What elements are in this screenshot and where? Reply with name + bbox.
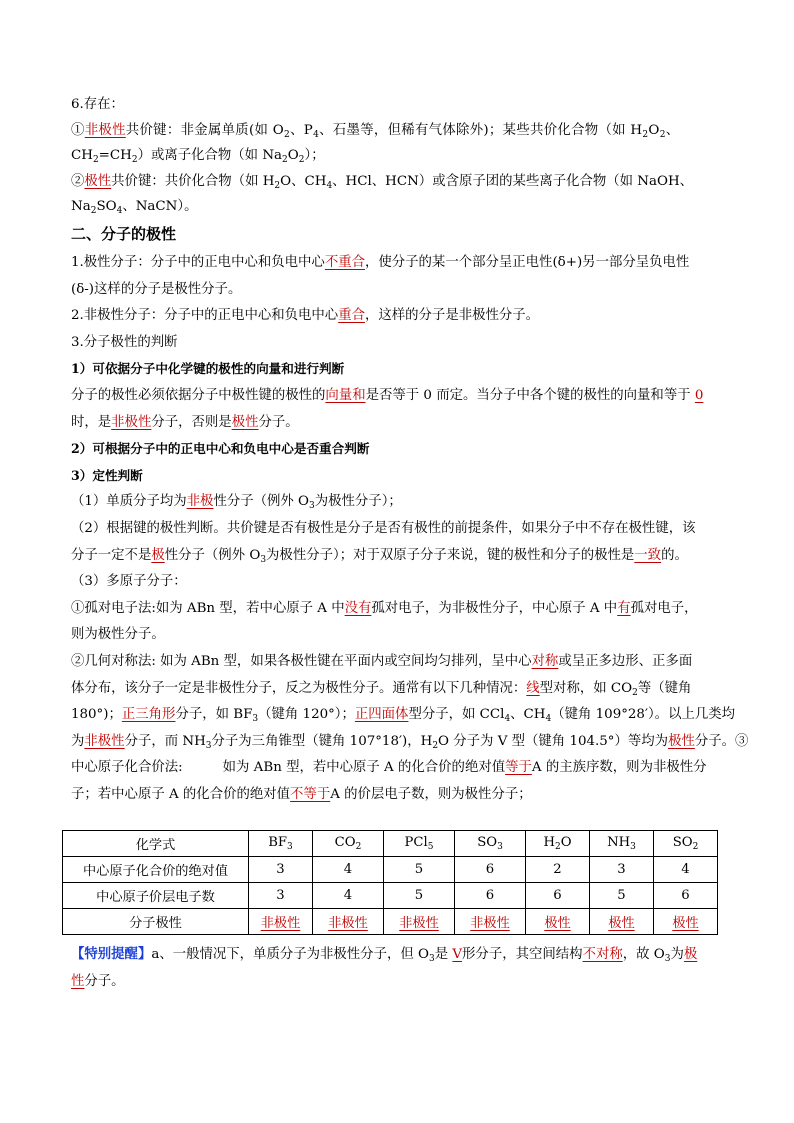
blank-answer: 有 [617, 600, 631, 616]
blank-answer: 非极性 [111, 414, 152, 430]
text: 中心原子化合价法: [71, 760, 183, 776]
subscript: 2 [554, 842, 561, 852]
subscript: 3 [309, 501, 315, 512]
text: ，故 O [622, 947, 665, 962]
table-cell [654, 909, 718, 935]
text: 分子，而 NH [124, 733, 206, 749]
blank-answer: 极性 [84, 173, 112, 189]
text: ① [71, 122, 85, 138]
table-cell: 3 [249, 883, 313, 909]
blank-answer: 重合 [338, 308, 365, 324]
document-body [71, 92, 749, 808]
subscript: 2 [355, 842, 362, 852]
table-cell: 化学式 [63, 831, 249, 857]
reminder-line [71, 942, 731, 969]
text: 是 [434, 947, 453, 962]
reminder-line-cont [71, 969, 731, 996]
text: a、一般情况下，单质分子为非极性分子，但 O [151, 947, 429, 962]
subscript: 4 [313, 129, 320, 140]
table-cell: 分子极性 [63, 909, 249, 935]
text: 、CH [510, 707, 546, 723]
text: 型对称，如 CO [539, 680, 633, 696]
table-cell: 6 [455, 857, 526, 883]
table-cell: 6 [654, 883, 718, 909]
subscript: 2 [659, 129, 666, 140]
subscript: 2 [92, 155, 99, 165]
text: 孤对电子，为非极性分子，中心原子 A 中 [371, 600, 618, 616]
table-cell [590, 909, 654, 935]
table-cell: 4 [313, 857, 384, 883]
text: （1）单质分子均为 [71, 494, 187, 510]
blank-answer: 非极性 [84, 733, 125, 749]
blank-answer: 非极性 [399, 916, 439, 931]
paragraph-symmetry-cont-2 [71, 702, 736, 729]
text: 为极性分子）； [314, 494, 402, 510]
subscript: 2 [432, 740, 439, 751]
table-cell: 5 [590, 883, 654, 909]
text: 分子一定不是 [71, 547, 152, 563]
table-cell: 2 [526, 857, 590, 883]
table-cell [455, 909, 526, 935]
paragraph-vector [71, 383, 731, 410]
text: A 的价层电子数，则为极性分子； [330, 786, 532, 802]
blank-answer: 非极性 [84, 122, 126, 138]
subscript: 2 [632, 687, 638, 698]
text: 、HCl、HCN）或含原子团的某些离子化合物（如 NaOH、 [332, 173, 694, 189]
subheading-charge-center: 2）可根据分子中的正电中心和负电中心是否重合判断 [71, 441, 370, 457]
paragraph-judgement-heading: 3.分子极性的判断 [71, 334, 178, 350]
blank-answer: 极性 [668, 733, 695, 749]
text: 为 [670, 947, 684, 962]
blank-answer: 极性 [608, 916, 635, 931]
text: =CH [98, 148, 132, 163]
table-cell: 4 [313, 883, 384, 909]
text: ，这样的分子是非极性分子。 [364, 308, 540, 324]
text: 子；若中心原子 A 的化合价的绝对值 [71, 786, 291, 802]
text: 分子。 [258, 414, 299, 430]
text: O、CH [280, 173, 327, 189]
table-cell: 5 [384, 883, 455, 909]
text: 性分子（例外 O [213, 494, 310, 510]
section-6-heading: 6.存在： [71, 97, 124, 112]
text: 是否等于 0 而定。当分子中各个键的极性的向量和等于 [365, 387, 695, 403]
blank-answer: 非极性 [328, 916, 368, 931]
text: O [287, 148, 299, 163]
subscript: 4 [545, 714, 552, 725]
table-cell [384, 909, 455, 935]
table-header-row [63, 831, 718, 857]
table-cell [249, 831, 313, 857]
paragraph-polar-molecule [71, 250, 731, 277]
paragraph-q2: （2）根据键的极性判断。共价键是否有极性是分子是否有极性的前提条件，如果分子中不存在极性键，该 [71, 520, 696, 536]
blank-answer: 非极 [186, 494, 214, 510]
table-cell: 4 [654, 857, 718, 883]
text: 分子的极性必须依据分子中极性键的极性的 [71, 387, 326, 403]
table-cell [526, 831, 590, 857]
paragraph-symmetry-cont-1 [71, 676, 731, 703]
text: 分子。 [84, 973, 125, 989]
table-cell: 中心原子化合价的绝对值 [63, 857, 249, 883]
text: BF [268, 835, 288, 850]
paragraph-lone-pair [71, 596, 731, 623]
text: A 的主族序数，则为非极性分 [531, 760, 707, 776]
subscript: 2 [282, 155, 288, 165]
subscript: 3 [497, 842, 503, 852]
subscript: 3 [287, 842, 293, 852]
text: O [648, 122, 660, 138]
subscript: 2 [284, 129, 291, 140]
text: 共价键：共价化合物（如 H [111, 173, 275, 189]
text: 分子，否则是 [151, 414, 232, 430]
text: CH [71, 148, 93, 163]
subscript: 2 [90, 206, 97, 216]
blank-answer: 正四面体 [354, 707, 409, 723]
subscript: 4 [504, 714, 511, 725]
paragraph-q3: （3）多原子分子： [71, 574, 187, 590]
table-row [63, 883, 718, 909]
paragraph-valence [71, 755, 731, 782]
text: PCl [404, 835, 428, 850]
blank-answer: V [452, 947, 463, 962]
paragraph-polar-existence-cont [71, 194, 731, 220]
text: 孤对电子， [630, 600, 698, 616]
text: Na [71, 199, 91, 214]
table-cell [313, 909, 384, 935]
blank-answer: 非极性 [260, 916, 301, 931]
paragraph-lone-pair-cont: 则为极性分子。 [71, 627, 165, 643]
text: 时，是 [71, 414, 112, 430]
table-cell: 3 [249, 857, 313, 883]
text: 分子，如 BF [175, 707, 253, 723]
text: ，使分子的某一个部分呈正电性(δ+)另一部分呈负电性 [364, 255, 690, 270]
blank-answer: 向量和 [325, 387, 366, 403]
blank-answer: 极性 [544, 916, 571, 931]
table-cell: 6 [455, 883, 526, 909]
section-title: 二、分子的极性 [71, 224, 177, 243]
table-cell: 中心原子价层电子数 [63, 883, 249, 909]
table-cell [249, 909, 313, 935]
reminder-label: 【特别提醒】 [71, 946, 152, 962]
paragraph-nonpolar-existence-cont [71, 143, 731, 169]
text: SO [672, 835, 693, 850]
table-cell [455, 831, 526, 857]
blank-answer: 没有 [344, 600, 372, 616]
paragraph-symmetry [71, 649, 731, 676]
text: ①孤对电子法:如为 ABn 型，若中心原子 A 中 [71, 600, 345, 616]
text: （键角 109°28′）。以上几类均 [551, 707, 736, 723]
subscript: 4 [326, 180, 333, 191]
text: 、 [665, 122, 680, 138]
text: 180°)； [71, 707, 122, 723]
blank-answer: 不重合 [324, 255, 365, 270]
blank-answer: 极性 [231, 414, 259, 430]
paragraph-valence-cont [71, 782, 731, 809]
blank-answer: 极性 [672, 916, 699, 931]
text: SO [477, 835, 498, 850]
paragraph-polar-molecule-cont: (δ-)这样的分子是极性分子。 [71, 281, 242, 297]
subscript: 3 [630, 842, 636, 852]
text: 等（键角 [637, 680, 692, 696]
text: （键角 120°）； [258, 707, 355, 723]
table-row [63, 909, 718, 935]
blank-answer: 线 [526, 680, 540, 696]
table-row [63, 857, 718, 883]
text: 2.非极性分子：分子中的正电中心和负电中心 [71, 308, 339, 324]
text: 性分子（例外 O [164, 547, 261, 563]
subscript: 3 [252, 714, 259, 725]
paragraph-polar-existence [71, 169, 731, 195]
text: SO [96, 199, 117, 214]
subscript: 5 [427, 842, 434, 852]
text: 型分子，如 CCl [408, 707, 505, 723]
subscript: 3 [205, 740, 212, 751]
text: 或呈正多边形、正多面 [558, 653, 693, 669]
paragraph-nonpolar-existence [71, 118, 731, 144]
text: 为 [71, 733, 85, 749]
paragraph-symmetry-cont-3 [71, 729, 749, 756]
text: O [560, 835, 572, 850]
paragraph-nonpolar-molecule [71, 303, 731, 330]
text: ②几何对称法: 如为 ABn 型，如果各极性键在平面内或空间均匀排列，呈中心 [71, 653, 532, 669]
blank-answer: 不等于 [290, 786, 331, 802]
text: 分子。③ [694, 733, 749, 749]
blank-answer: 0 [694, 387, 704, 403]
table-cell: 6 [526, 883, 590, 909]
table-cell [590, 831, 654, 857]
text: 形分子，其空间结构 [462, 947, 583, 962]
text: ）； [304, 148, 325, 163]
text: NH [607, 835, 631, 850]
text: O 分子为 V 型（键角 104.5°）等均为 [438, 733, 669, 749]
table-cell [654, 831, 718, 857]
polarity-table [62, 830, 718, 935]
blank-answer: 非极性 [470, 916, 510, 931]
text: 共价键：非金属单质(如 O [125, 122, 285, 138]
text: 的。 [661, 547, 688, 563]
paragraph-q2-cont [71, 543, 731, 570]
blank-answer: 极 [151, 547, 165, 563]
text: 如为 ABn 型，若中心原子 A 的化合价的绝对值 [222, 760, 506, 776]
table-cell: 3 [590, 857, 654, 883]
blank-answer: 不对称 [582, 947, 623, 962]
blank-answer: 一致 [634, 547, 662, 563]
subscript: 2 [274, 180, 281, 191]
subscript: 3 [664, 954, 671, 964]
subheading-vector: 1）可依据分子中化学键的极性的向量和进行判断 [71, 361, 345, 377]
text: 分子为三角锥型（键角 107°18′)，H [211, 733, 433, 749]
paragraph-q1 [71, 489, 731, 516]
blank-answer: 正三角形 [121, 707, 176, 723]
subscript: 2 [692, 842, 699, 852]
text: 为极性分子）；对于双原子分子来说，键的极性和分子的极性是 [266, 547, 635, 563]
text: ）或离子化合物（如 Na [137, 148, 283, 163]
table-cell [313, 831, 384, 857]
text: 、NaCN）。 [122, 199, 198, 214]
special-reminder [71, 942, 731, 995]
subscript: 4 [116, 206, 123, 216]
text: 1.极性分子：分子中的正电中心和负电中心 [71, 255, 325, 270]
subscript: 3 [260, 554, 267, 565]
blank-answer: 极 [683, 947, 698, 962]
subscript: 2 [298, 155, 305, 165]
subheading-qualitative: 3）定性判断 [71, 467, 143, 483]
blank-answer: 等于 [505, 760, 532, 776]
text: CO [334, 835, 356, 850]
blank-answer: 性 [71, 973, 85, 989]
subscript: 2 [642, 129, 649, 140]
paragraph-vector-cont [71, 410, 731, 437]
text: 、P [290, 122, 314, 138]
text: H [543, 835, 555, 850]
table-cell [384, 831, 455, 857]
blank-answer: 对称 [531, 653, 559, 669]
table-cell [526, 909, 590, 935]
subscript: 2 [131, 155, 138, 165]
subscript: 3 [428, 954, 435, 964]
text: 体分布，该分子一定是非极性分子，反之为极性分子。通常有以下几种情况： [71, 680, 527, 696]
text: ② [71, 173, 85, 189]
text: 、石墨等，但稀有气体除外)；某些共价化合物（如 H [319, 122, 643, 138]
table-cell: 5 [384, 857, 455, 883]
